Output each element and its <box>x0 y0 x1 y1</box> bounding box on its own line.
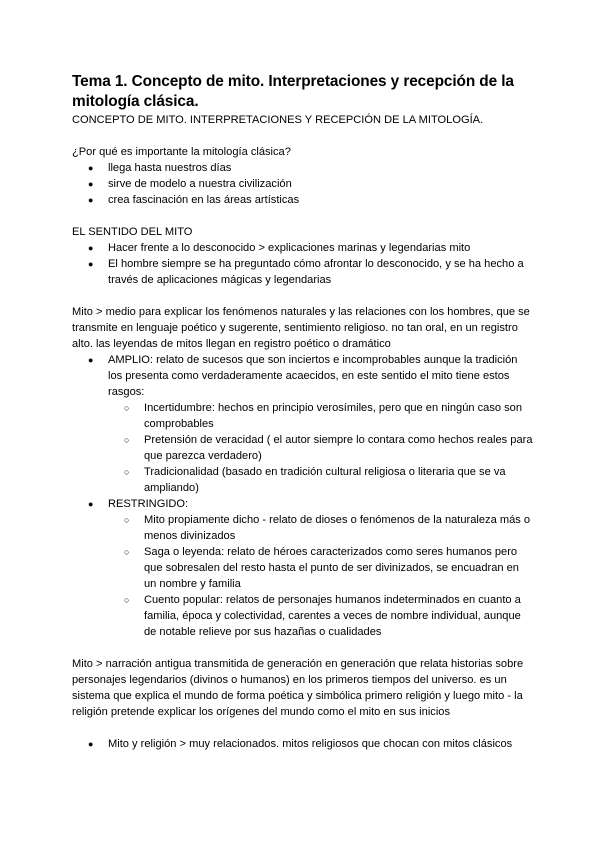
page-subtitle: CONCEPTO DE MITO. INTERPRETACIONES Y RECEPCIÓN DE LA MITOLOGÍA. <box>72 114 484 126</box>
sub-list-item: ○ Incertidumbre: hechos en principio verosímiles, pero que en ningún caso son comprobables <box>72 400 534 432</box>
list-item-restringido <box>72 496 534 640</box>
sentido-section <box>72 224 534 288</box>
restringido-sublist <box>72 512 534 640</box>
amplio-text: AMPLIO: relato de sucesos que son inciertos e incomprobables aunque la tradición los presenta como verdaderamente acaecidos, en este sentido el mito tiene estos rasgos: <box>108 354 518 398</box>
mito-narration-paragraph: Mito > narración antigua transmitida de generación en generación que relata historias sobre personajes legendarios (divinos o humanos) en los primeros tiempos del universo. es un sistema que explica el mundo de forma poética y simbólica primero religión y luego mito - la religión pretende explicar los orígenes del mundo como el mito en sus inicios <box>72 658 524 718</box>
sub-list-item: ○ Tradicionalidad (basado en tradición cultural religiosa o literaria que se va ampliando) <box>72 464 534 496</box>
mito-religion-section <box>72 736 542 752</box>
list-item: ● El hombre siempre se ha preguntado cómo afrontar lo desconocido, y se ha hecho a través de aplicaciones mágicas y legendarias <box>72 256 534 288</box>
page-title: Tema 1. Concepto de mito. Interpretaciones y recepción de la mitología clásica. <box>72 73 514 110</box>
mito-definition-section <box>72 304 534 640</box>
mito-religion-list <box>72 736 542 752</box>
importance-list <box>72 160 532 208</box>
amplio-sublist <box>72 400 534 496</box>
list-item: ● sirve de modelo a nuestra civilización <box>72 176 532 192</box>
restringido-text: RESTRINGIDO: <box>108 498 189 510</box>
sub-list-item: ○ Pretensión de veracidad ( el autor siempre lo contara como hechos reales para que parezca verdadero) <box>72 432 534 464</box>
list-item: ● Hacer frente a lo desconocido > explicaciones marinas y legendarias mito <box>72 240 534 256</box>
list-item: ● crea fascinación en las áreas artísticas <box>72 192 532 208</box>
importance-section <box>72 144 532 208</box>
sub-list-item: ○ Saga o leyenda: relato de héroes caracterizados como seres humanos pero que sobresalen del resto hasta el punto de ser divinizados, se encuadran en un nombre y familia <box>72 544 534 592</box>
sentido-list <box>72 240 534 288</box>
sentido-heading: EL SENTIDO DEL MITO <box>72 226 193 238</box>
title-block <box>72 72 542 112</box>
sub-list-item: ○ Mito propiamente dicho - relato de dioses o fenómenos de la naturaleza más o menos divinizados <box>72 512 534 544</box>
list-item: ● llega hasta nuestros días <box>72 160 532 176</box>
mito-types-list <box>72 352 534 640</box>
subtitle-block <box>72 112 552 128</box>
importance-question: ¿Por qué es importante la mitología clásica? <box>72 146 291 158</box>
mito-paragraph: Mito > medio para explicar los fenómenos naturales y las relaciones con los hombres, que se transmite en lenguaje poético y sugerente, sentimiento religioso. no tan oral, en un registro alto. las leyendas de mitos llegan en registro poético o dramático <box>72 306 530 350</box>
sub-list-item: ○ Cuento popular: relatos de personajes humanos indeterminados en cuanto a familia, época y colectividad, carentes a veces de nombre individual, aunque de notable relieve por sus hazañas o cualidades <box>72 592 534 640</box>
list-item-amplio <box>72 352 534 496</box>
list-item: ● Mito y religión > muy relacionados. mitos religiosos que chocan con mitos clásicos <box>72 736 542 752</box>
mito-narration-section <box>72 656 534 720</box>
